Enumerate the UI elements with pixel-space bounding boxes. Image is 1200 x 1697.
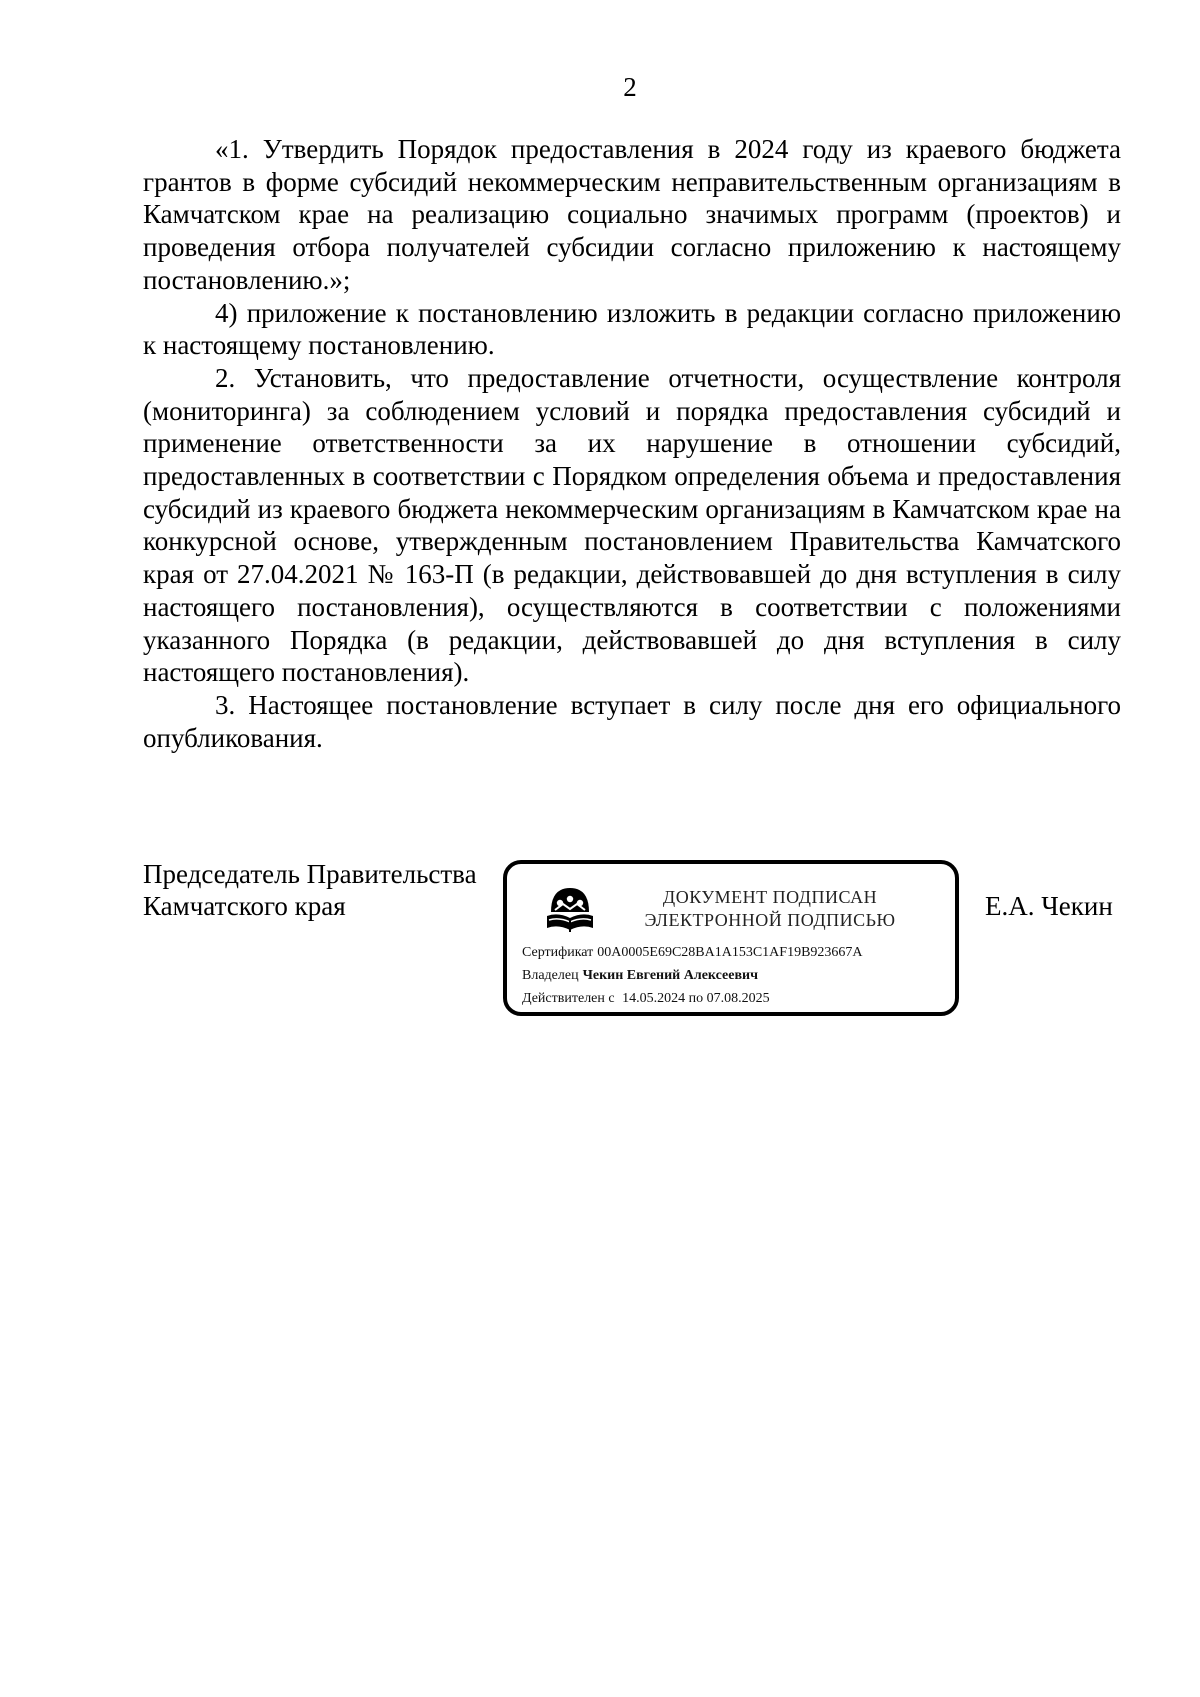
stamp-certificate [522, 944, 863, 962]
paragraph-clause-1: «1. Утвердить Порядок предоставления в 2024 году из краевого бюджета грантов в форме субсидий некоммерческим неправительственным организациям в Камчатском крае на реализацию социально значимых программ (проектов) и проведения отбора получателей субсидии согласно приложению к настоящему постановлению.»; [143, 134, 1121, 295]
signatory-position-line1: Председатель Правительства [143, 859, 477, 889]
certificate-label: Сертификат [522, 945, 594, 960]
paragraph-clause-3: 3. Настоящее постановление вступает в силу после дня его официального опубликования. [143, 689, 1121, 753]
stamp-title [625, 886, 915, 932]
signatory-position [143, 858, 477, 922]
owner-value: Чекин Евгений Алексеевич [582, 968, 758, 983]
stamp-title-line2: ЭЛЕКТРОННОЙ ПОДПИСЬЮ [644, 910, 896, 930]
valid-from: 14.05.2024 [622, 991, 686, 1006]
paragraph-clause-2: 2. Установить, что предоставление отчетности, осуществление контроля (мониторинга) за соблюдением условий и порядка предоставления субсидий и применение ответственности за их нарушение в отношении субсидий, предоставленных в соответствии с Порядком определения объема и предоставления субсидий из краевого бюджета некоммерческим организациям в Камчатском крае на конкурсной основе, утвержденным постановлением Правительства Камчатского края от 27.04.2021 № 163-П (в редакции, действовавшей до дня вступления в силу настоящего постановления), осуществляются в соответствии с положениями указанного Порядка (в редакции, действовавшей до дня вступления в силу настоящего постановления). [143, 362, 1121, 688]
valid-to-label: по [688, 991, 704, 1006]
signatory-position-line2: Камчатского края [143, 891, 346, 921]
page-number: 2 [623, 72, 637, 102]
certificate-value: 00A0005E69C28BA1A153C1AF19B923667A [597, 945, 863, 960]
stamp-title-line1: ДОКУМЕНТ ПОДПИСАН [662, 887, 878, 907]
document-body [143, 133, 1121, 754]
paragraph-clause-4: 4) приложение к постановлению изложить в редакции согласно приложению к настоящему постановлению. [143, 297, 1121, 361]
electronic-signature-stamp [503, 860, 959, 1016]
kamchatka-emblem-icon [545, 882, 595, 938]
stamp-owner [522, 967, 758, 985]
stamp-validity [522, 990, 770, 1008]
valid-to: 07.08.2025 [706, 991, 770, 1006]
owner-label: Владелец [522, 968, 579, 983]
valid-label: Действителен с [522, 991, 615, 1006]
signatory-name: Е.А. Чекин [985, 891, 1113, 921]
